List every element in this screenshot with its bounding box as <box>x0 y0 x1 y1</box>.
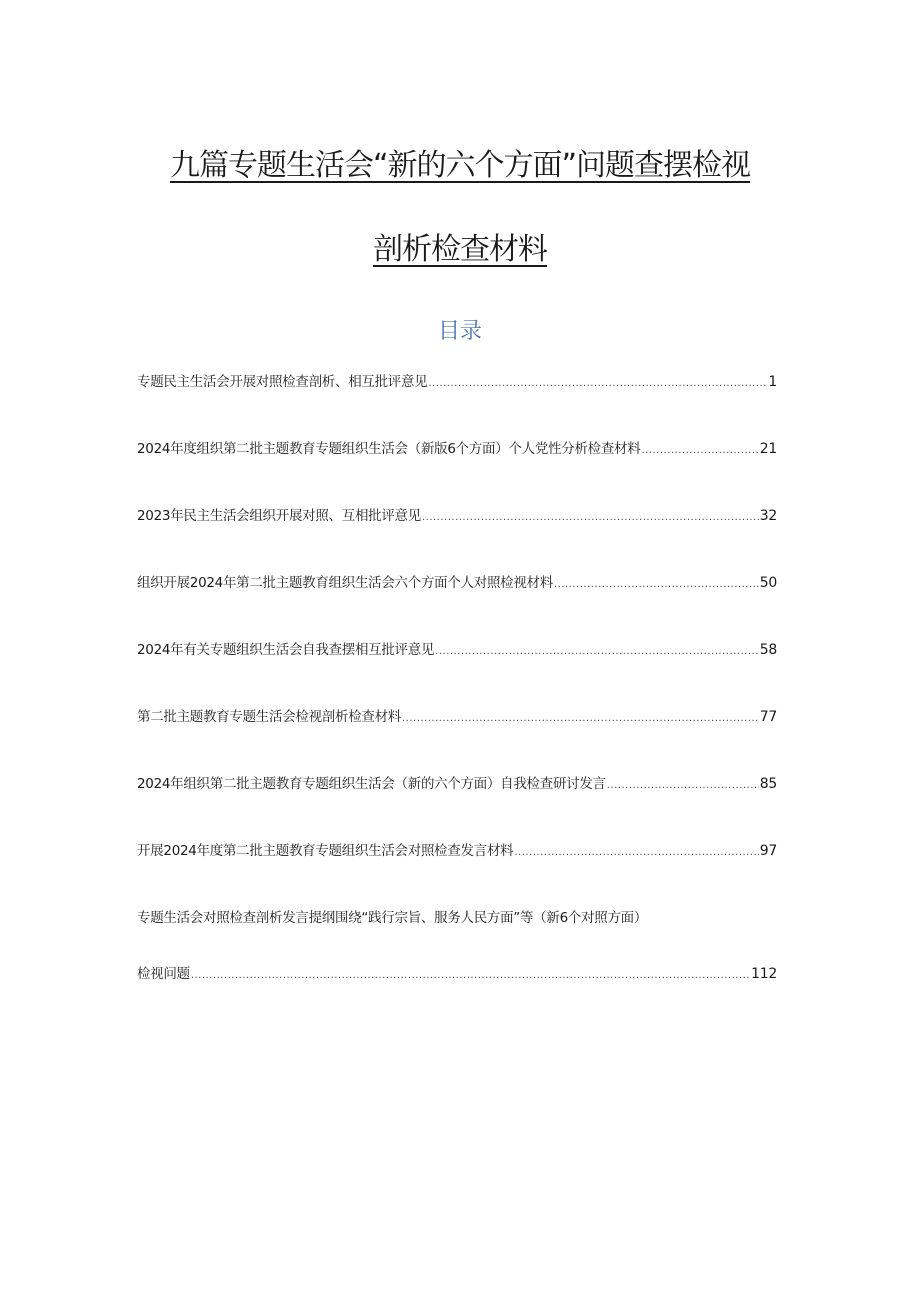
toc-leader-dots <box>607 776 759 796</box>
toc-entry[interactable] <box>137 841 777 908</box>
toc-leader-dots <box>514 843 758 863</box>
toc-entry-page: 77 <box>759 709 777 725</box>
toc-entry[interactable] <box>137 908 777 982</box>
toc-entry-page: 50 <box>759 575 777 591</box>
toc-entry[interactable] <box>137 506 777 573</box>
toc-entry-page: 97 <box>759 843 777 859</box>
toc-leader-dots <box>428 374 767 394</box>
toc-leader-dots <box>191 966 750 986</box>
toc-entry[interactable] <box>137 573 777 640</box>
toc-leader-dots <box>402 709 759 729</box>
toc-entry-page: 112 <box>751 966 777 982</box>
toc-leader-dots <box>422 508 759 528</box>
toc-entry-title: 2024年组织第二批主题教育专题组织生活会（新的六个方面）自我检查研讨发言 <box>137 776 606 792</box>
toc-entry-page: 32 <box>759 508 777 524</box>
toc-leader-dots <box>641 441 758 461</box>
toc-entry-title: 2024年度组织第二批主题教育专题组织生活会（新版6个方面）个人党性分析检查材料 <box>137 441 641 457</box>
toc-entry-page: 1 <box>768 374 777 390</box>
toc-leader-dots <box>554 575 759 595</box>
toc-entry-page: 21 <box>759 441 777 457</box>
toc-entry-title: 组织开展2024年第二批主题教育组织生活会六个方面个人对照检视材料 <box>137 575 553 591</box>
toc-entry[interactable] <box>137 439 777 506</box>
toc-entry-page: 85 <box>759 776 777 792</box>
toc-entry[interactable] <box>137 372 777 439</box>
table-of-contents <box>137 372 777 982</box>
toc-heading: 目录 <box>437 319 482 344</box>
toc-entry-title-continued: 检视问题 <box>137 966 190 982</box>
toc-entry[interactable] <box>137 774 777 841</box>
toc-entry[interactable] <box>137 707 777 774</box>
document-title-line-2: 剖析检查材料 <box>373 232 547 267</box>
toc-entry-title: 2024年有关专题组织生活会自我查摆相互批评意见 <box>137 642 435 658</box>
document-title-line-1: 九篇专题生活会“新的六个方面”问题查摆检视 <box>169 148 751 183</box>
toc-entry[interactable] <box>137 640 777 707</box>
toc-leader-dots <box>435 642 759 662</box>
toc-entry-title: 开展2024年度第二批主题教育专题组织生活会对照检查发言材料 <box>137 843 514 859</box>
toc-entry-title: 2023年民主生活会组织开展对照、互相批评意见 <box>137 508 421 524</box>
toc-entry-page: 58 <box>759 642 777 658</box>
toc-entry-title: 第二批主题教育专题生活会检视剖析检查材料 <box>137 709 401 725</box>
toc-entry-title: 专题民主生活会开展对照检查剖析、相互批评意见 <box>137 374 428 390</box>
toc-entry-title: 专题生活会对照检查剖析发言提纲围绕“践行宗旨、服务人民方面”等（新6个对照方面） <box>137 910 648 926</box>
